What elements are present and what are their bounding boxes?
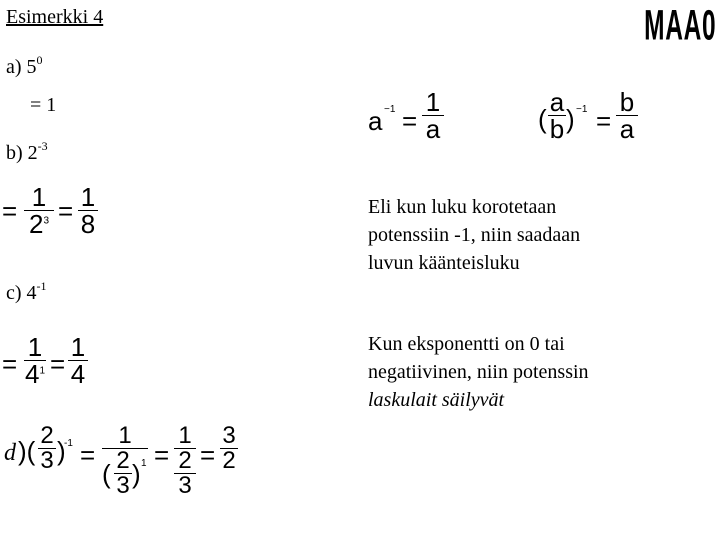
example-a-base: a) 5: [6, 56, 37, 78]
example-d-result-fraction: [220, 424, 238, 473]
explanation-1-line-3: luvun käänteisluku: [368, 252, 520, 274]
rule-1-exponent: −1: [384, 104, 396, 115]
example-b-base: b) 2: [6, 142, 38, 164]
example-d-compound-fraction: [102, 424, 148, 511]
example-d-base-fraction: [38, 424, 56, 473]
example-a-result: = 1: [30, 94, 57, 116]
rule-1-equals: =: [402, 106, 418, 136]
example-c-equals: =: [2, 349, 18, 379]
example-d-equals-1: =: [80, 440, 96, 470]
example-d-inner-close-paren: ): [132, 459, 141, 489]
example-c-base: c) 4: [6, 282, 37, 304]
example-d-inner-numerator: 2: [116, 447, 130, 474]
example-d-result-numerator: 3: [222, 422, 236, 449]
example-d-base-denominator: 3: [40, 447, 54, 474]
example-d-equals-2: =: [154, 440, 170, 470]
example-b-numerator-2: 1: [80, 182, 96, 212]
rule-2-base-numerator: a: [549, 87, 565, 117]
example-d-fraction-2: [174, 424, 196, 498]
example-d-inner-exponent: 1: [141, 458, 147, 469]
explanation-2-line-2: negatiivinen, niin potenssin: [368, 361, 589, 383]
example-d-fraction-2-numerator: 1: [178, 422, 192, 449]
rule-1-numerator: 1: [425, 87, 441, 117]
example-c-numerator-1: 1: [27, 332, 43, 362]
explanation-2-line-3: laskulait säilyvät: [368, 389, 505, 411]
example-d-result-denominator: 2: [222, 447, 236, 474]
rule-2-open-paren: (: [538, 104, 547, 134]
rule-2-result-fraction: [616, 89, 638, 142]
course-logo: MAA0: [643, 2, 716, 50]
example-d-fraction-2-denominator: 3: [178, 472, 192, 499]
example-c-numerator-2: 1: [70, 332, 86, 362]
example-c-equals-2: =: [50, 349, 66, 379]
rule-2-result-numerator: b: [619, 87, 635, 117]
explanation-paragraph-1: [368, 193, 580, 277]
example-a-label: [6, 53, 43, 79]
example-d-fraction-2-middle: 2: [178, 447, 192, 474]
example-c-den-exponent: 1: [39, 365, 46, 377]
example-c-fraction-1: [24, 334, 46, 387]
example-d-compound-numerator: 1: [118, 422, 132, 449]
example-d-compound-denominator: [102, 449, 148, 511]
rule-1-base: a: [368, 106, 383, 136]
example-d-open-paren: )(: [18, 436, 36, 466]
example-b-den-base: 2: [28, 209, 44, 239]
example-b-fraction-2: [78, 184, 98, 237]
rule-2-base-denominator: b: [549, 114, 565, 144]
example-d-inner-open-paren: (: [102, 459, 111, 489]
example-d-close-paren: ): [57, 436, 66, 466]
explanation-1-line-1: Eli kun luku korotetaan: [368, 196, 557, 218]
example-d-inner-fraction: [114, 449, 132, 498]
rule-1-denominator: a: [425, 114, 441, 144]
example-b-denominator-2: 8: [80, 209, 96, 239]
example-c-label: [6, 279, 47, 305]
example-c-den-base: 4: [24, 359, 40, 389]
example-c-fraction-2: [68, 334, 88, 387]
example-d-inner-denominator: 3: [116, 472, 130, 499]
rule-1-fraction: [422, 89, 444, 142]
explanation-paragraph-2: [368, 330, 589, 414]
example-b-equals: =: [2, 196, 18, 226]
example-b-den-exponent: 3: [43, 215, 50, 227]
rule-2-equals: =: [596, 106, 612, 136]
example-b-exponent: -3: [37, 139, 48, 153]
rule-2-exponent: −1: [576, 104, 588, 115]
example-a-exponent: 0: [36, 53, 43, 67]
example-b-label: [6, 139, 48, 165]
example-b-fraction-1: [24, 184, 54, 237]
page-title: Esimerkki 4: [6, 6, 104, 28]
example-c-exponent: -1: [36, 279, 47, 293]
rule-2-result-denominator: a: [619, 114, 635, 144]
example-d-exponent: -1: [64, 438, 73, 449]
example-b-equals-2: =: [58, 196, 74, 226]
explanation-1-line-2: potenssiin -1, niin saadaan: [368, 224, 581, 246]
example-c-denominator-2: 4: [70, 359, 86, 389]
example-b-numerator-1: 1: [31, 182, 47, 212]
example-d-base-numerator: 2: [40, 422, 54, 449]
example-d-equals-3: =: [200, 440, 216, 470]
example-c-denominator-1: [24, 361, 46, 387]
explanation-2-line-1: Kun eksponentti on 0 tai: [368, 333, 565, 355]
rule-2-close-paren: ): [566, 104, 575, 134]
rule-2-base-fraction: [548, 89, 566, 142]
example-d-label: d: [4, 440, 16, 466]
example-b-denominator-1: [24, 211, 54, 237]
